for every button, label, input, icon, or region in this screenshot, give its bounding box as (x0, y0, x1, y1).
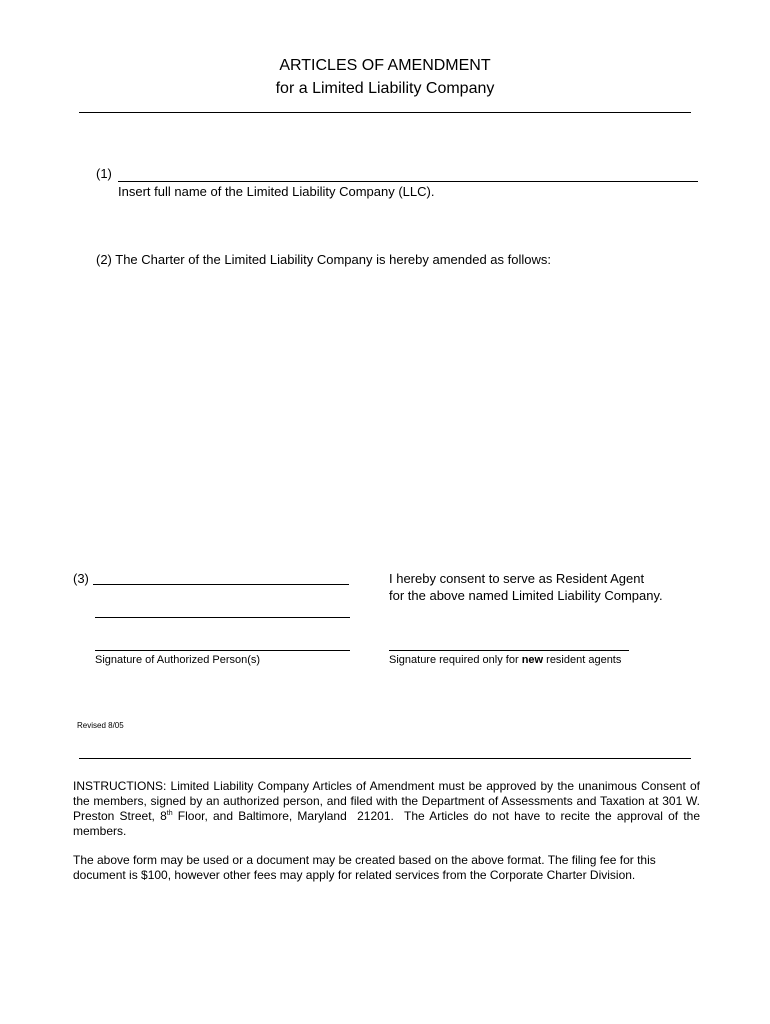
filing-fee-paragraph: The above form may be used or a document may be created based on the above format. The filing fee for this document is $100, however other fees may apply for related services from the Corporate Charter Division. (73, 853, 656, 882)
llc-name-instruction: Insert full name of the Limited Liability Company (LLC). (118, 184, 435, 199)
authorized-signature-line-2[interactable] (95, 617, 350, 618)
item3-number: (3) (73, 571, 89, 586)
instructions-sup: th (166, 810, 173, 817)
agent-label-bold: new (521, 654, 544, 666)
llc-name-line[interactable] (118, 181, 698, 182)
authorized-signature-line-1[interactable] (93, 584, 349, 585)
agent-label-pre: Signature required only for (389, 654, 522, 666)
document-subtitle: for a Limited Liability Company (275, 80, 495, 97)
item1-number: (1) (96, 166, 112, 181)
instructions-divider (79, 758, 691, 759)
header-divider (79, 112, 691, 113)
agent-signature-label (389, 653, 621, 667)
amendment-area[interactable] (96, 278, 696, 558)
authorized-signature-line-3[interactable] (95, 650, 350, 651)
document-title: ARTICLES OF AMENDMENT (279, 57, 491, 74)
authorized-signature-label: Signature of Authorized Person(s) (95, 654, 261, 666)
revision-note: Revised 8/05 (77, 721, 124, 730)
instructions-text-b: Floor, and Baltimore, Maryland 21201. The Articles do not have to recite the approval of the members. (73, 809, 704, 838)
item2-text: (2) The Charter of the Limited Liability Company is hereby amended as follows: (96, 252, 551, 267)
agent-label-post: resident agents (543, 654, 622, 666)
agent-consent-line1: I hereby consent to serve as Resident Agent (389, 571, 645, 586)
agent-consent-line2: for the above named Limited Liability Company. (389, 588, 663, 603)
instructions-paragraph (73, 779, 704, 839)
instructions-text-a: INSTRUCTIONS: Limited Liability Company Articles of Amendment must be approved by the unanimous Consent of the members, signed by an authorized person, and filed with the Department of Assessments and Taxation at 301 W. Preston Street, 8 (73, 779, 700, 823)
agent-signature-line[interactable] (389, 650, 629, 651)
